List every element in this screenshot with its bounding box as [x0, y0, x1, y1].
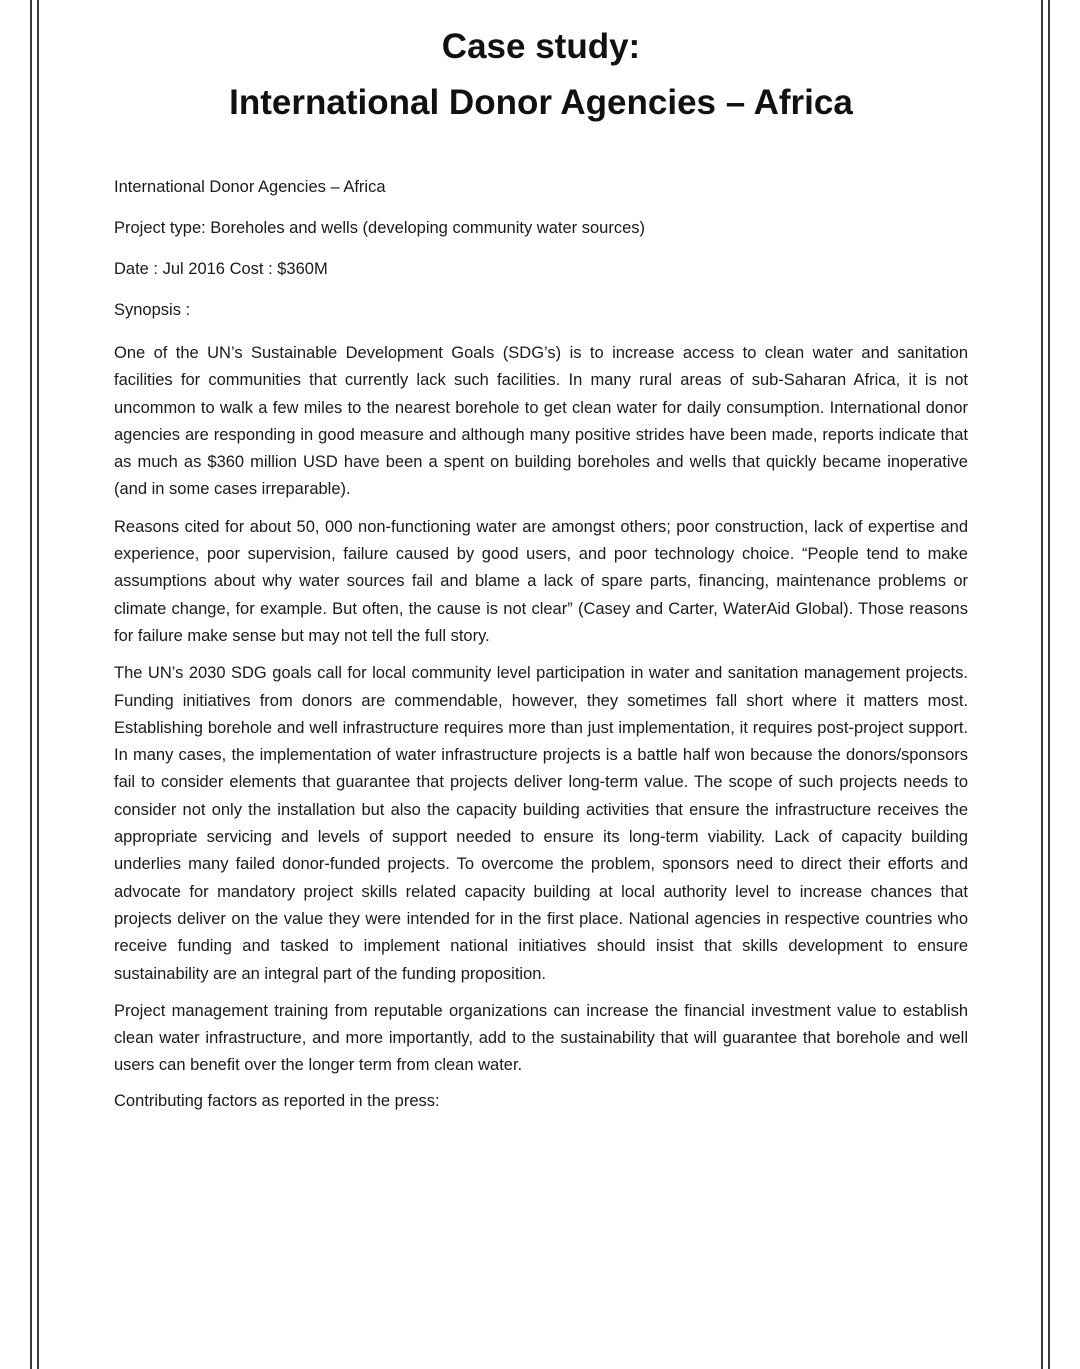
- paragraph-pm-training: Project management training from reputable organizations can increase the financial investment value to establish clean water infrastructure, and more importantly, add to the sustainability that will guarantee that borehole and well users can benefit over the longer term from clean water.: [114, 1001, 968, 1075]
- contributing-factors-heading: Contributing factors as reported in the press:: [114, 1091, 440, 1110]
- page-title-subheading: International Donor Agencies – Africa: [229, 83, 853, 122]
- paragraph-failure-reasons: Reasons cited for about 50, 000 non-functioning water are amongst others; poor construction, lack of expertise and experience, poor supervision, failure caused by good users, and poor technology choice. “People tend to make assumptions about why water sources fail and blame a lack of spare parts, financing, maintenance problems or climate change, for example. But often, the cause is not clear” (Casey and Carter, WaterAid Global). Those reasons for failure make sense but may not tell the full story.: [114, 517, 968, 645]
- document-page: [114, 22, 968, 1112]
- page-border-right-inner: [1041, 0, 1043, 1369]
- project-type: Project type: Boreholes and wells (developing community water sources): [114, 219, 645, 237]
- synopsis-label: Synopsis :: [114, 301, 191, 319]
- date-cost: Date : Jul 2016 Cost : $360M: [114, 260, 328, 278]
- page-title: Case study:: [441, 27, 641, 66]
- paragraph-sdg-intro: One of the UN’s Sustainable Development Goals (SDG’s) is to increase access to clean water and sanitation facilities for communities that currently lack such facilities. In many rural areas of sub-Saharan Africa, it is not uncommon to walk a few miles to the nearest borehole to get clean water for daily consumption. International donor agencies are responding in good measure and although many positive strides have been made, reports indicate that as much as $360 million USD have been a spent on building boreholes and wells that quickly became inoperative (and in some cases irreparable).: [114, 344, 968, 499]
- paragraph-capacity-building: The UN’s 2030 SDG goals call for local community level participation in water and sanitation management projects. Funding initiatives from donors are commendable, however, they sometimes fall short where it matters most. Establishing borehole and well infrastructure requires more than just implementation, it requires post-project support. In many cases, the implementation of water infrastructure projects is a battle half won because the donors/sponsors fail to consider elements that guarantee that projects deliver long-term value. The scope of such projects needs to consider not only the installation but also the capacity building activities that ensure the infrastructure receives the appropriate servicing and levels of support needed to ensure its long-term viability. Lack of capacity building underlies many failed donor-funded projects. To overcome the problem, sponsors need to direct their efforts and advocate for mandatory project skills related capacity building at local authority level to increase chances that projects deliver on the value they were intended for in the first place. National agencies in respective countries who receive funding and tasked to implement national initiatives should insist that skills development to ensure sustainability are an integral part of the funding proposition.: [114, 664, 968, 983]
- document-subtitle: International Donor Agencies – Africa: [114, 178, 386, 196]
- page-border-left-inner: [37, 0, 39, 1369]
- page-border-left-outer: [30, 0, 32, 1369]
- page-border-right-outer: [1048, 0, 1050, 1369]
